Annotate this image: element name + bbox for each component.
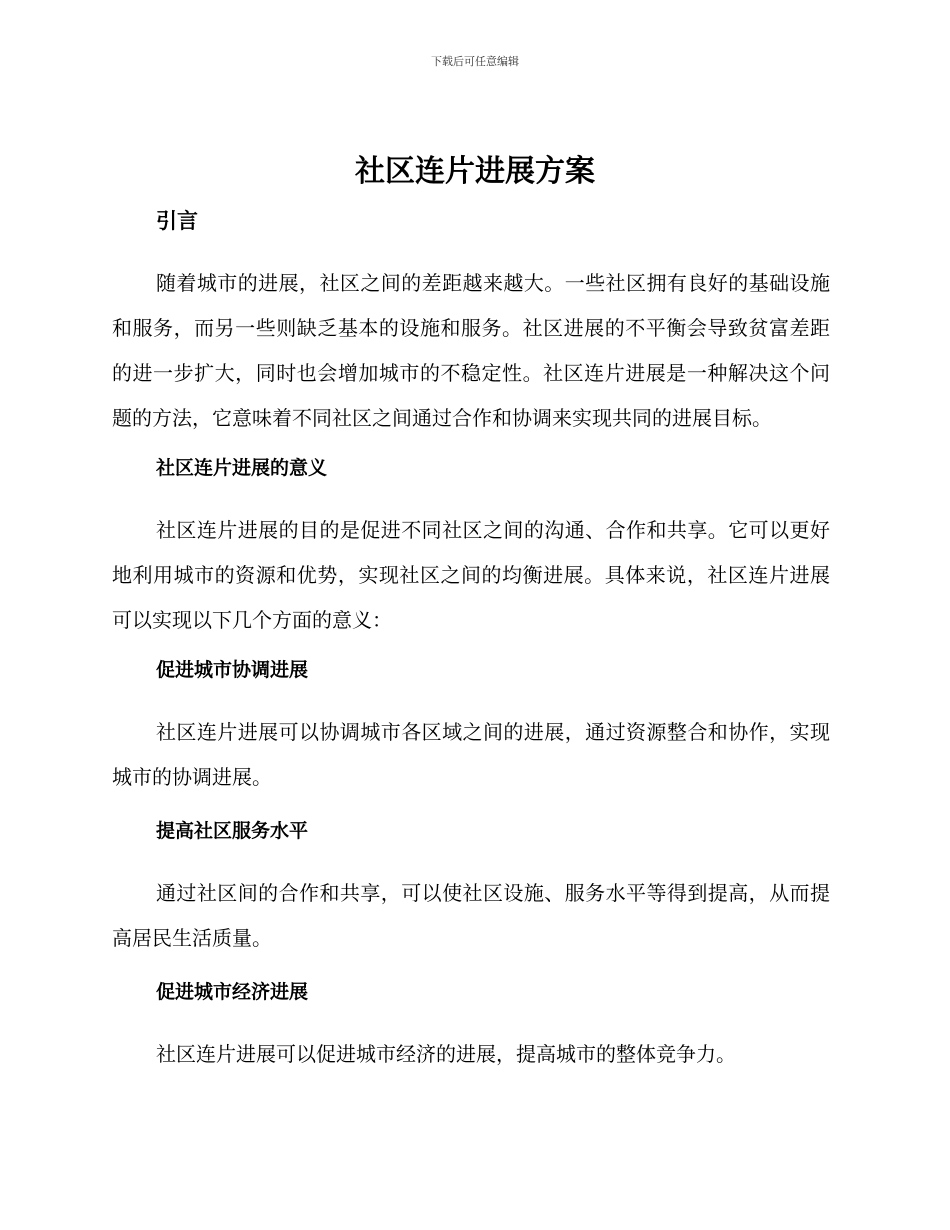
section-paragraph: 通过社区间的合作和共享，可以使社区设施、服务水平等得到提高，从而提高居民生活质量。 [112, 881, 830, 950]
section-introduction [112, 203, 830, 450]
page-header-note: 下载后可任意编辑 [431, 55, 519, 68]
document-title: 社区连片进展方案 [355, 154, 595, 189]
section-heading: 促进城市协调进展 [156, 659, 309, 681]
document-body [112, 203, 830, 1077]
section-heading: 提高社区服务水平 [156, 820, 309, 842]
section-paragraph: 社区连片进展的目的是促进不同社区之间的沟通、合作和共享。它可以更好地利用城市的资源和优势，实现社区之间的均衡进展。具体来说，社区连片进展可以实现以下几个方面的意义： [112, 518, 830, 632]
section-paragraph: 社区连片进展可以协调城市各区域之间的进展，通过资源整合和协作，实现城市的协调进展。 [112, 720, 830, 789]
section-coordination [112, 652, 830, 813]
section-heading: 促进城市经济进展 [156, 981, 309, 1003]
section-service-level [112, 813, 830, 974]
section-significance [112, 450, 830, 652]
section-heading: 社区连片进展的意义 [156, 457, 328, 479]
section-paragraph: 社区连片进展可以促进城市经济的进展，提高城市的整体竞争力。 [156, 1042, 736, 1066]
section-heading: 引言 [156, 209, 198, 233]
section-economy [112, 974, 830, 1077]
section-paragraph: 随着城市的进展，社区之间的差距越来越大。一些社区拥有良好的基础设施和服务，而另一些则缺乏基本的设施和服务。社区进展的不平衡会导致贫富差距的进一步扩大，同时也会增加城市的不稳定性。社区连片进展是一种解决这个问题的方法，它意味着不同社区之间通过合作和协调来实现共同的进展目标。 [112, 271, 830, 430]
